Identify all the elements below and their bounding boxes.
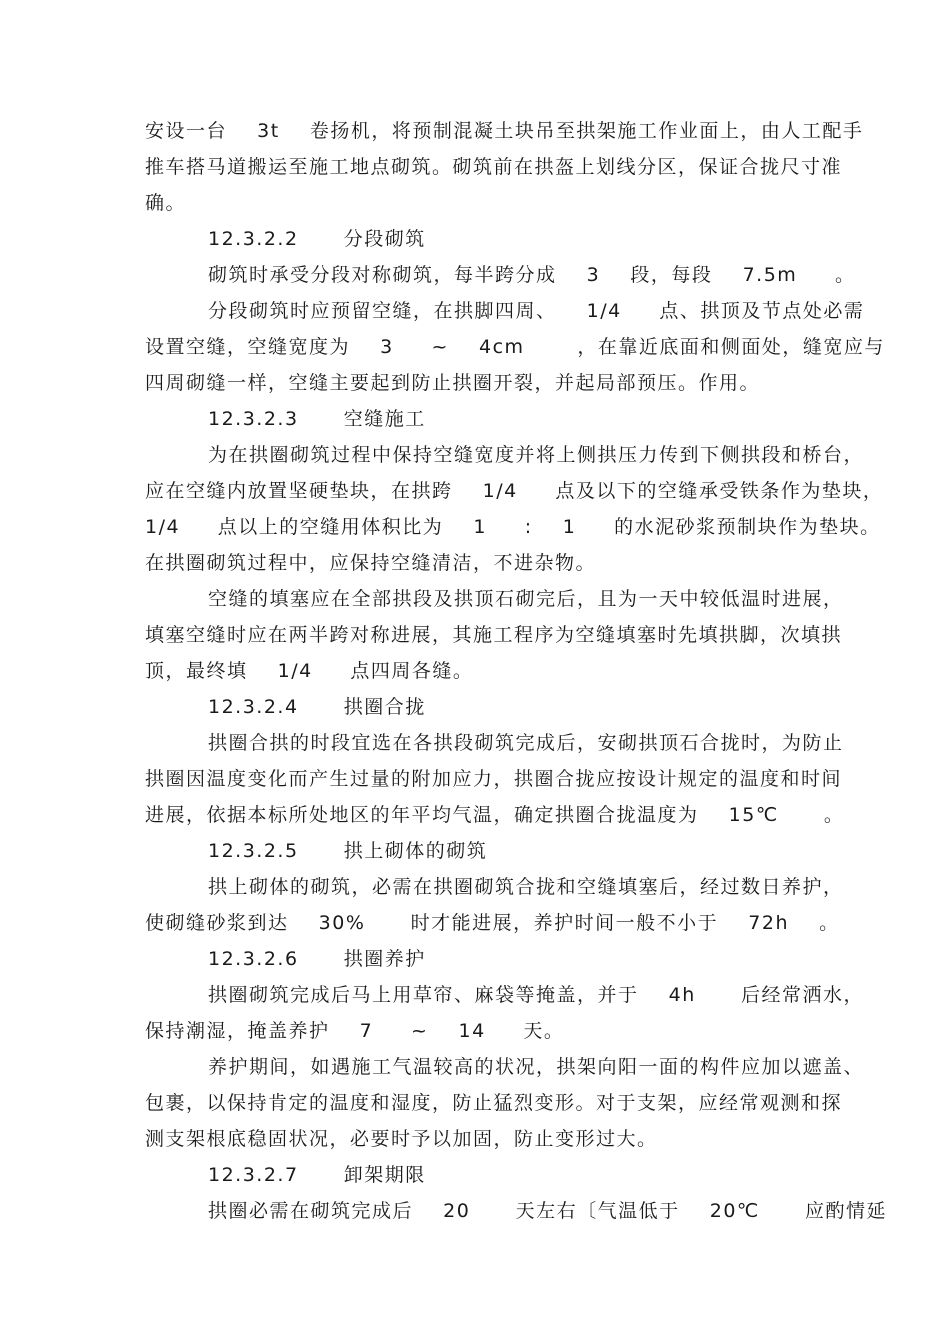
section-heading: 12.3.2.2 分段砌筑 [208,228,426,250]
text-line: 保持潮湿，掩盖养护 7 ~ 14 天。 [145,1020,565,1042]
section-heading: 12.3.2.5 拱上砌体的砌筑 [208,840,488,862]
section-heading: 12.3.2.6 拱圈养护 [208,948,426,970]
text-line: 拱圈必需在砌筑完成后 20 天左右〔气温低于 20℃ 应酌情延 [208,1200,887,1222]
text-line: 空缝的填塞应在全部拱段及拱顶石砌完后，且为一天中较低温时进展， [208,588,844,610]
text-line: 填塞空缝时应在两半跨对称进展，其施工程序为空缝填塞时先填拱脚，次填拱 [145,624,843,646]
text-line: 设置空缝，空缝宽度为 3 ~ 4cm ，在靠近底面和侧面处，缝宽应与 [145,336,885,358]
section-heading: 12.3.2.4 拱圈合拢 [208,696,426,718]
text-line: 砌筑时承受分段对称砌筑，每半跨分成 3 段，每段 7.5m 。 [208,264,856,286]
text-line: 进展，依据本标所处地区的年平均气温，确定拱圈合拢温度为 15℃ 。 [145,804,845,826]
text-line: 安设一台 3t 卷扬机，将预制混凝土块吊至拱架施工作业面上，由人工配手 [145,120,864,142]
text-line: 拱圈砌筑完成后马上用草帘、麻袋等掩盖，并于 4h 后经常洒水， [208,984,865,1006]
text-line: 测支架根底稳固状况，必要时予以加固，防止变形过大。 [145,1128,658,1150]
text-line: 包裹，以保持肯定的温度和湿度，防止猛烈变形。对于支架，应经常观测和探 [145,1092,843,1114]
text-line: 拱圈合拱的时段宜选在各拱段砌筑完成后，安砌拱顶石合拢时，为防止 [208,732,844,754]
text-line: 在拱圈砌筑过程中，应保持空缝清洁，不进杂物。 [145,552,597,574]
section-heading: 12.3.2.3 空缝施工 [208,408,426,430]
text-line: 确。 [145,192,187,214]
text-line: 拱上砌体的砌筑，必需在拱圈砌筑合拢和空缝填塞后，经过数日养护， [208,876,844,898]
text-line: 拱圈因温度变化而产生过量的附加应力，拱圈合拢应按设计规定的温度和时间 [145,768,843,790]
section-heading: 12.3.2.7 卸架期限 [208,1164,426,1186]
text-line: 养护期间，如遇施工气温较高的状况，拱架向阳一面的构件应加以遮盖、 [208,1056,865,1078]
text-line: 为在拱圈砌筑过程中保持空缝宽度并将上侧拱压力传到下侧拱段和桥台， [208,444,865,466]
text-line: 使砌缝砂浆到达 30% 时才能进展，养护时间一般不小于 72h 。 [145,912,840,934]
text-line: 分段砌筑时应预留空缝，在拱脚四周、 1/4 点、拱顶及节点处必需 [208,300,865,322]
text-line: 1/4 点以上的空缝用体积比为 1 : 1 的水泥砂浆预制块作为垫块。 [145,516,881,538]
text-line: 顶，最终填 1/4 点四周各缝。 [145,660,474,682]
text-line: 推车搭马道搬运至施工地点砌筑。砌筑前在拱盔上划线分区，保证合拢尺寸准 [145,156,843,178]
text-line: 四周砌缝一样，空缝主要起到防止拱圈开裂，并起局部预压。作用。 [145,372,761,394]
text-line: 应在空缝内放置坚硬垫块，在拱跨 1/4 点及以下的空缝承受铁条作为垫块， [145,480,884,502]
